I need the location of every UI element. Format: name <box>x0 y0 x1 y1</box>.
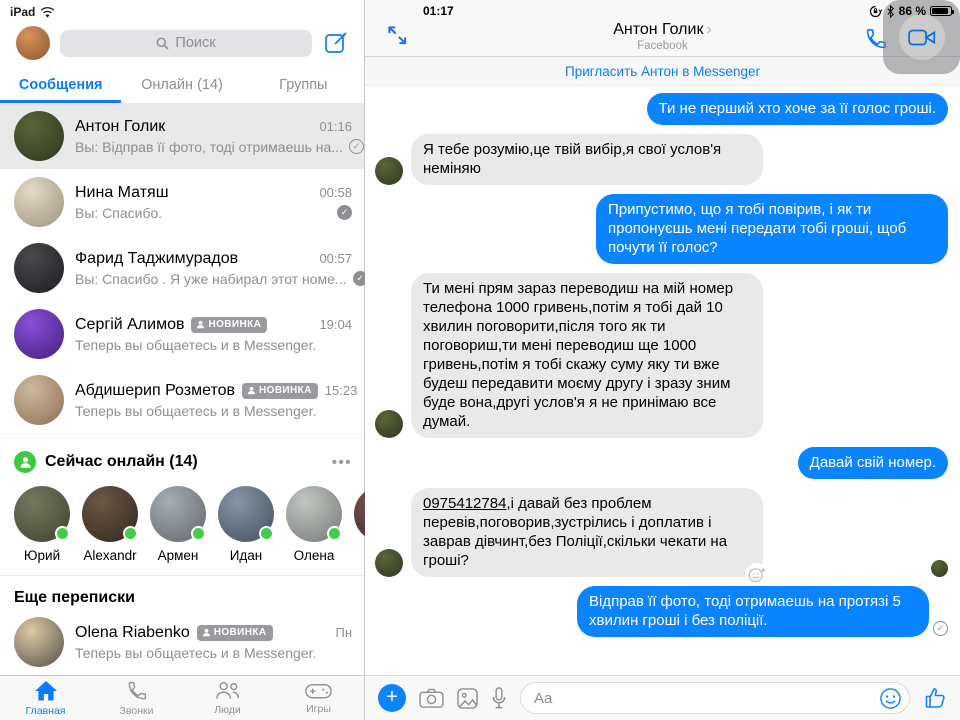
like-button[interactable] <box>923 686 947 710</box>
message-bubble[interactable]: Ти мені прям зараз переводиш на мій номер телефона 1000 гривень,потім я тобі дай 10 хвилин поговорити,після того як ти поговориш,ти мені переводиш ще 1000 гривень,потім я тобі скажу суму яку ти вже будеш передавити моєму другу і зразу зним буде вона,другі услов'я я не принімаю все думай. <box>411 273 763 438</box>
sender-avatar[interactable] <box>375 157 403 185</box>
device-label: iPad <box>10 5 36 19</box>
tab-groups[interactable]: Группы <box>279 77 328 93</box>
add-reaction-button[interactable] <box>745 563 769 587</box>
chevron-right-icon: › <box>706 21 712 38</box>
conversation-preview: Теперь вы общаетесь и в Messenger. <box>75 644 317 661</box>
message-bubble[interactable]: Я тебе розумію,це твій вибір,я свої услов'я неміняю <box>411 134 763 185</box>
sender-avatar[interactable] <box>375 549 403 577</box>
sent-check-icon: ✓ <box>933 621 948 636</box>
person-icon <box>202 628 211 637</box>
online-person-name: Alexandr <box>83 548 137 563</box>
outgoing-message <box>375 586 948 637</box>
conversation-row[interactable] <box>0 103 364 169</box>
new-contact-badge: НОВИНКА <box>242 383 318 399</box>
avatar <box>14 177 64 227</box>
avatar <box>14 111 64 161</box>
tab-home[interactable]: Главная <box>0 676 91 720</box>
message-bubble[interactable]: Давай свій номер. <box>798 447 948 479</box>
message-bubble[interactable]: 0975412784,і давай без проблем перевів,поговорив,зустрілись і доплатив і заврав дівчинт,без Поліції,скільки чекати на гроші? <box>411 488 763 577</box>
avatar <box>218 486 274 542</box>
phone-number-link[interactable]: 0975412784 <box>423 495 507 512</box>
conversation-time: 15:23 <box>324 383 358 398</box>
bottom-tab-bar <box>0 675 364 720</box>
search-placeholder: Поиск <box>175 35 216 51</box>
avatar <box>14 243 64 293</box>
online-person-name: Олена <box>293 548 335 563</box>
conversation-time: 19:04 <box>319 317 352 332</box>
online-person[interactable] <box>82 486 138 563</box>
sidebar-header <box>0 20 364 70</box>
invite-banner[interactable]: Пригласить Антон в Messenger <box>365 57 960 86</box>
sidebar-tabs <box>0 70 364 103</box>
rotation-lock-icon <box>869 5 882 18</box>
conversation-name: Сергій Алимов <box>75 315 185 333</box>
bluetooth-icon <box>886 5 895 18</box>
microphone-button[interactable] <box>491 687 507 710</box>
chat-header <box>365 0 960 57</box>
delivered-check-icon: ✓ <box>353 271 368 286</box>
conversation-list <box>0 103 364 433</box>
online-section <box>0 433 364 573</box>
online-more-button[interactable]: ••• <box>331 453 352 471</box>
conversation-time: Пн <box>335 625 352 640</box>
person-icon <box>196 320 205 329</box>
conversation-preview: Вы: Спасибо. <box>75 204 163 221</box>
online-dot <box>123 526 138 541</box>
conversation-time: 01:16 <box>319 119 352 134</box>
outgoing-message <box>375 93 948 125</box>
person-icon <box>247 386 256 395</box>
emoji-button[interactable] <box>879 687 902 710</box>
message-input[interactable] <box>520 682 910 714</box>
conversation-preview: Вы: Відправ її фото, тоді отримаешь на... <box>75 138 343 155</box>
delivered-check-icon: ✓ <box>337 205 352 220</box>
people-icon <box>214 680 241 701</box>
phone-icon <box>126 680 148 702</box>
compose-button[interactable] <box>322 29 350 57</box>
chat-subtitle: Facebook <box>637 40 688 52</box>
avatar <box>286 486 342 542</box>
online-person[interactable] <box>14 486 70 563</box>
gallery-button[interactable] <box>457 688 478 709</box>
message-bubble[interactable]: Ти не перший хто хоче за її голос гроші. <box>647 93 949 125</box>
online-person[interactable] <box>150 486 206 563</box>
add-attachment-button[interactable]: + <box>378 684 406 712</box>
more-conversations-title: Еще переписки <box>0 575 364 609</box>
new-contact-badge: НОВИНКА <box>197 625 273 641</box>
clock: 01:17 <box>423 4 454 18</box>
conversation-name: Абдишерип Розметов <box>75 381 236 399</box>
conversation-time: 00:58 <box>319 185 352 200</box>
conversation-row[interactable] <box>0 609 364 675</box>
new-contact-badge: НОВИНКА <box>191 317 267 333</box>
conversation-row[interactable] <box>0 367 364 433</box>
my-profile-avatar[interactable] <box>16 26 50 60</box>
avatar <box>14 486 70 542</box>
battery-icon <box>930 6 952 16</box>
composer-bar <box>365 675 960 720</box>
online-dot <box>259 526 274 541</box>
conversation-preview: Теперь вы общаетесь и в Messenger. <box>75 402 317 419</box>
avatar <box>150 486 206 542</box>
online-people-icon <box>14 451 36 473</box>
outgoing-message <box>375 447 948 479</box>
message-placeholder: Aa <box>534 689 553 707</box>
tab-people[interactable]: Люди <box>182 676 273 720</box>
search-icon <box>156 37 169 50</box>
conversation-row[interactable] <box>0 169 364 235</box>
outgoing-message <box>375 194 948 264</box>
online-person[interactable] <box>218 486 274 563</box>
online-dot <box>55 526 70 541</box>
more-conversation-list <box>0 609 364 675</box>
avatar <box>82 486 138 542</box>
online-dot <box>191 526 206 541</box>
conversation-row[interactable] <box>0 301 364 367</box>
online-person-name: Юрий <box>23 548 61 563</box>
conversation-preview: Вы: Спасибо . Я уже набирал этот номе... <box>75 270 347 287</box>
gallery-icon <box>457 688 478 709</box>
thumbs-up-icon <box>923 686 947 710</box>
avatar <box>14 309 64 359</box>
camera-button[interactable] <box>419 688 444 708</box>
tab-online[interactable]: Онлайн (14) <box>141 77 223 93</box>
message-bubble[interactable]: Припустимо, що я тобі повірив, і як ти пропонуєшь мені передати тобі гроші, щоб почути її голос? <box>596 194 948 264</box>
smiley-icon <box>879 687 902 710</box>
microphone-icon <box>491 687 507 710</box>
tab-games[interactable]: Игры <box>273 676 364 720</box>
avatar <box>14 617 64 667</box>
conversation-name: Нина Матяш <box>75 183 169 201</box>
chat-pane <box>365 0 960 720</box>
online-dot <box>327 526 342 541</box>
battery-percent: 86 % <box>898 4 926 18</box>
online-section-title: Сейчас онлайн (14) <box>45 453 198 470</box>
search-input[interactable] <box>60 30 312 57</box>
message-bubble[interactable]: Відправ її фото, тоді отримаешь на протязі 5 хвилин гроші і без поліції. <box>577 586 929 637</box>
status-bar-left <box>0 0 364 20</box>
wifi-icon <box>40 7 55 18</box>
conversation-name: Антон Голик <box>75 117 166 135</box>
conversation-row[interactable] <box>0 235 364 301</box>
online-person-name: Армен <box>157 548 199 563</box>
incoming-message <box>375 134 948 185</box>
sender-avatar[interactable] <box>375 410 403 438</box>
sidebar <box>0 0 365 720</box>
assistive-touch-inner <box>899 14 945 60</box>
online-header <box>14 451 352 473</box>
tab-calls[interactable]: Звонки <box>91 676 182 720</box>
tab-messages[interactable]: Сообщения <box>0 70 121 103</box>
sent-check-icon: ✓ <box>349 139 364 154</box>
avatar <box>14 375 64 425</box>
chat-title: Антон Голик <box>613 21 704 38</box>
camera-icon <box>419 688 444 708</box>
status-bar-right <box>869 4 952 18</box>
conversation-time: 00:57 <box>319 251 352 266</box>
conversation-preview: Теперь вы общаетесь и в Messenger. <box>75 336 317 353</box>
incoming-message <box>375 273 948 438</box>
home-icon <box>34 680 58 702</box>
compose-icon <box>323 30 349 56</box>
message-area <box>365 86 960 675</box>
seen-by-avatar <box>931 560 948 577</box>
online-person-name: Идан <box>229 548 263 563</box>
video-call-icon <box>908 28 936 47</box>
incoming-message <box>375 488 948 577</box>
online-person[interactable] <box>286 486 342 563</box>
online-people-row <box>14 486 352 563</box>
conversation-name: Olena Riabenko <box>75 623 190 641</box>
conversation-name: Фарид Таджимурадов <box>75 249 239 267</box>
games-icon <box>305 682 332 700</box>
